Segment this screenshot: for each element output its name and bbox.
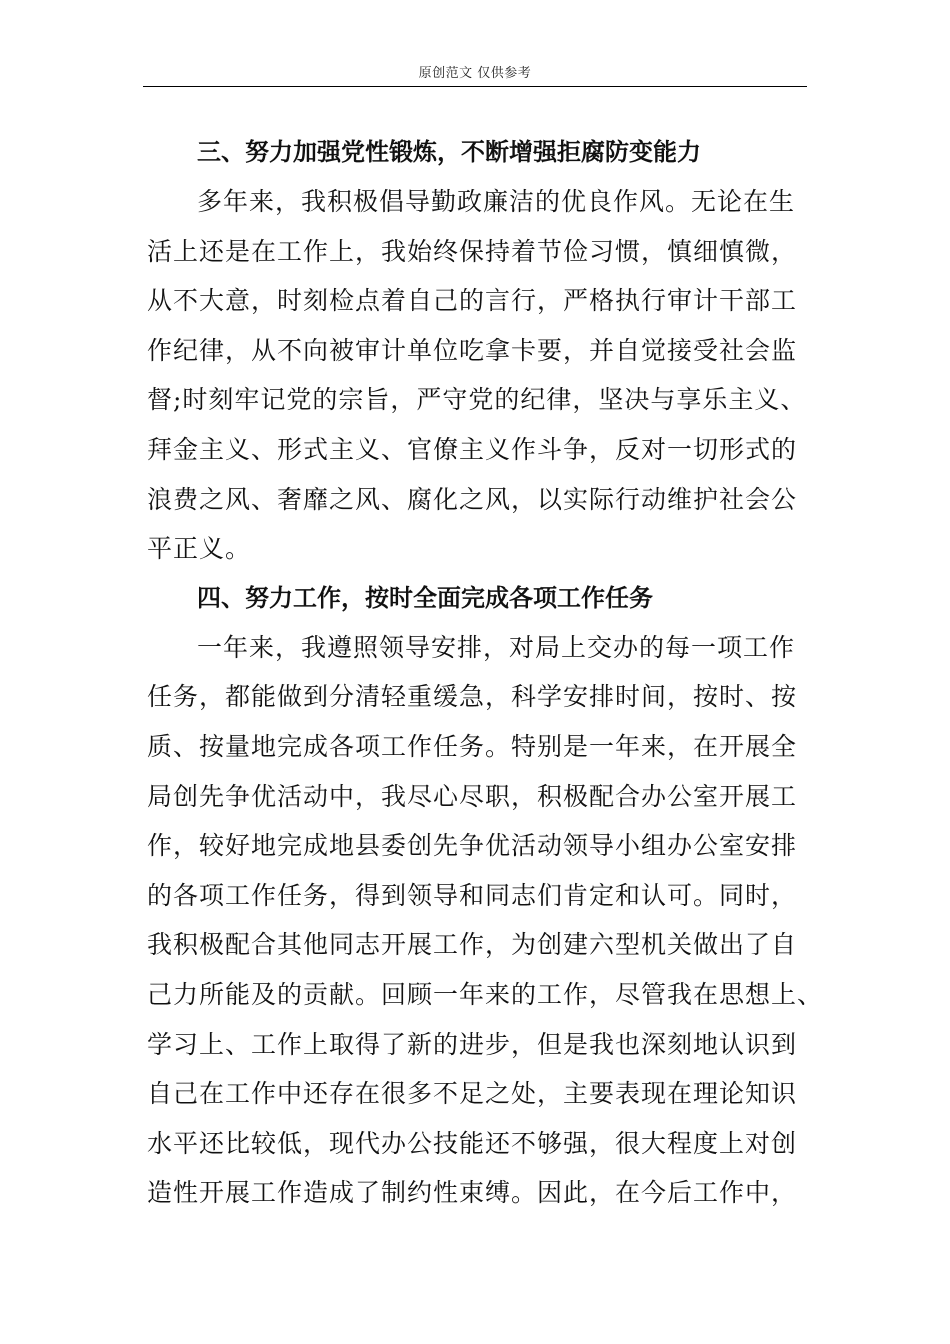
section-heading: 三、努力加强党性锻炼，不断增强拒腐防变能力 bbox=[197, 138, 701, 166]
paragraph-line: 学习上、工作上取得了新的进步，但是我也深刻地认识到 bbox=[147, 1029, 798, 1059]
document-body bbox=[147, 128, 824, 1218]
paragraph-line: 的各项工作任务，得到领导和同志们肯定和认可。同时， bbox=[147, 880, 798, 910]
paragraph-line: 我积极配合其他同志开展工作，为创建六型机关做出了自 bbox=[147, 930, 798, 960]
section-3 bbox=[147, 128, 807, 574]
paragraph-line: 作纪律，从不向被审计单位吃拿卡要，并自觉接受社会监 bbox=[147, 335, 798, 365]
paragraph-line: 己力所能及的贡献。回顾一年来的工作，尽管我在思想上、 bbox=[147, 979, 824, 1009]
paragraph-line: 督;时刻牢记党的宗旨，严守党的纪律，坚决与享乐主义、 bbox=[147, 385, 807, 415]
paragraph-line: 水平还比较低，现代办公技能还不够强，很大程度上对创 bbox=[147, 1128, 798, 1158]
paragraph-line: 平正义。 bbox=[147, 534, 252, 564]
paragraph-line: 活上还是在工作上，我始终保持着节俭习惯，慎细慎微， bbox=[147, 236, 798, 266]
paragraph-line: 局创先争优活动中，我尽心尽职，积极配合办公室开展工 bbox=[147, 781, 798, 811]
section-heading: 四、努力工作，按时全面完成各项工作任务 bbox=[197, 583, 653, 612]
section-4 bbox=[147, 574, 824, 1218]
paragraph-line: 多年来，我积极倡导勤政廉洁的优良作风。无论在生 bbox=[197, 187, 796, 216]
paragraph-line: 自己在工作中还存在很多不足之处，主要表现在理论知识 bbox=[147, 1079, 798, 1109]
paragraph-line: 一年来，我遵照领导安排，对局上交办的每一项工作 bbox=[197, 632, 796, 662]
page-header bbox=[143, 62, 807, 87]
paragraph-line: 浪费之风、奢靡之风、腐化之风，以实际行动维护社会公 bbox=[147, 484, 798, 514]
paragraph-line: 造性开展工作造成了制约性束缚。因此，在今后工作中， bbox=[147, 1178, 798, 1208]
paragraph-line: 拜金主义、形式主义、官僚主义作斗争，反对一切形式的 bbox=[147, 434, 798, 464]
header-text: 原创范文 仅供参考 bbox=[418, 66, 532, 81]
paragraph-line: 作，较好地完成地县委创先争优活动领导小组办公室安排 bbox=[147, 831, 798, 861]
paragraph-line: 从不大意，时刻检点着自己的言行，严格执行审计干部工 bbox=[147, 286, 798, 316]
paragraph-line: 质、按量地完成各项工作任务。特别是一年来，在开展全 bbox=[147, 731, 798, 761]
paragraph-line: 任务，都能做到分清轻重缓急，科学安排时间，按时、按 bbox=[147, 682, 798, 712]
